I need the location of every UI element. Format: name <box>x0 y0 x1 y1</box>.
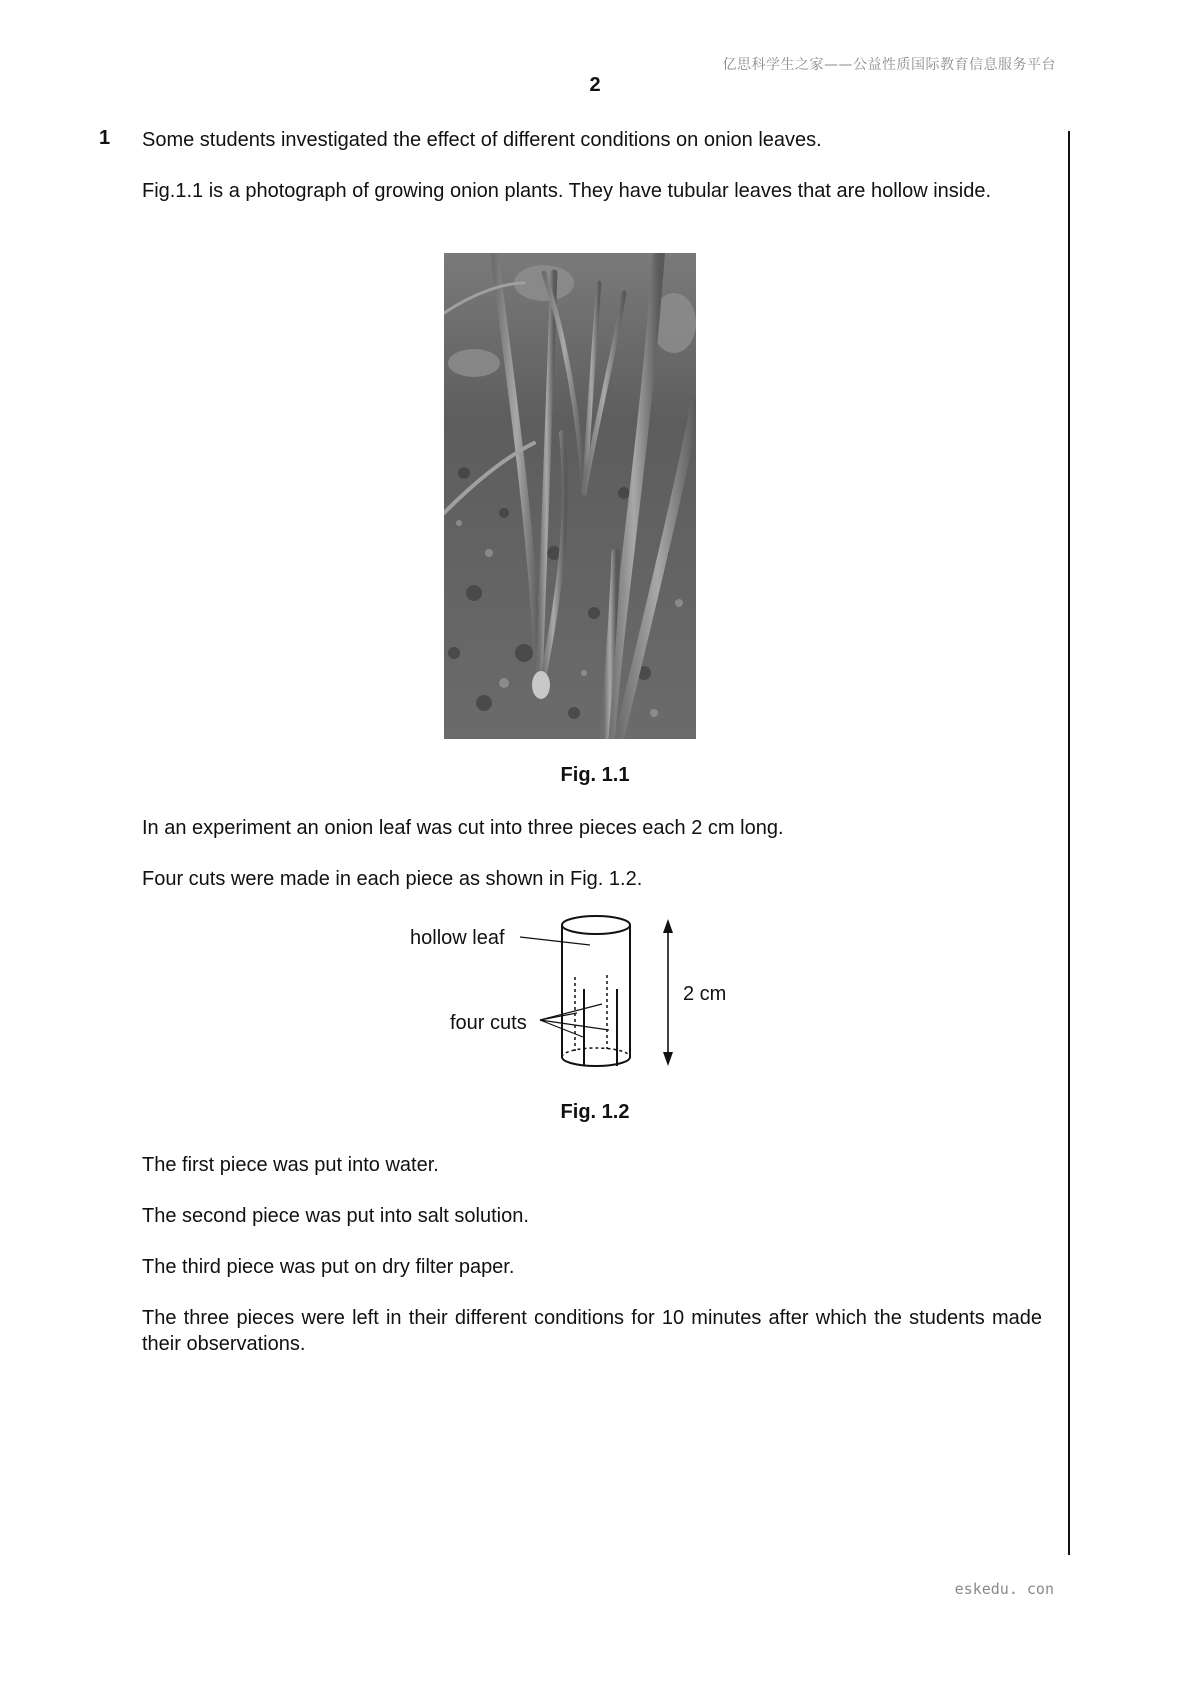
cylinder-top <box>562 916 630 934</box>
fig2-caption: Fig. 1.2 <box>560 1101 630 1123</box>
onion-plants-photo <box>444 253 696 739</box>
four-cuts-leader-2 <box>540 1013 577 1020</box>
question-number: 1 <box>99 127 111 149</box>
cylinder-bottom-front <box>562 1057 630 1066</box>
step-1-text: The first piece was put into water. <box>142 1154 439 1176</box>
fig2-diagram <box>400 908 760 1078</box>
margin-rule <box>1068 131 1070 1555</box>
fig1-description: Fig.1.1 is a photograph of growing onion plants. They have tubular leaves that are hollow inside. <box>142 180 992 202</box>
label-hollow-leaf: hollow leaf <box>410 927 505 949</box>
experiment-text: In an experiment an onion leaf was cut into three pieces each 2 cm long. <box>142 817 784 839</box>
conclusion-text: The three pieces were left in their different conditions for 10 minutes after which the students made their observations. <box>142 1307 1042 1355</box>
length-arrow-bottom-head <box>663 1052 673 1066</box>
length-arrow-top-head <box>663 919 673 933</box>
label-length: 2 cm <box>683 983 727 1005</box>
four-cuts-leader-1 <box>540 1004 602 1020</box>
question-intro: Some students investigated the effect of different conditions on onion leaves. <box>142 129 822 151</box>
hollow-leaf-leader <box>520 937 590 945</box>
header-watermark: 亿思科学生之家——公益性质国际教育信息服务平台 <box>722 57 1056 73</box>
footer-site: eskedu. con <box>954 1580 1054 1598</box>
cuts-text: Four cuts were made in each piece as shown in Fig. 1.2. <box>142 868 643 890</box>
label-four-cuts: four cuts <box>450 1012 527 1034</box>
page-number: 2 <box>589 74 601 96</box>
fig1-caption: Fig. 1.1 <box>560 764 630 786</box>
step-3-text: The third piece was put on dry filter paper. <box>142 1256 515 1278</box>
cylinder-bottom-back <box>562 1048 630 1057</box>
step-2-text: The second piece was put into salt solution. <box>142 1205 529 1227</box>
